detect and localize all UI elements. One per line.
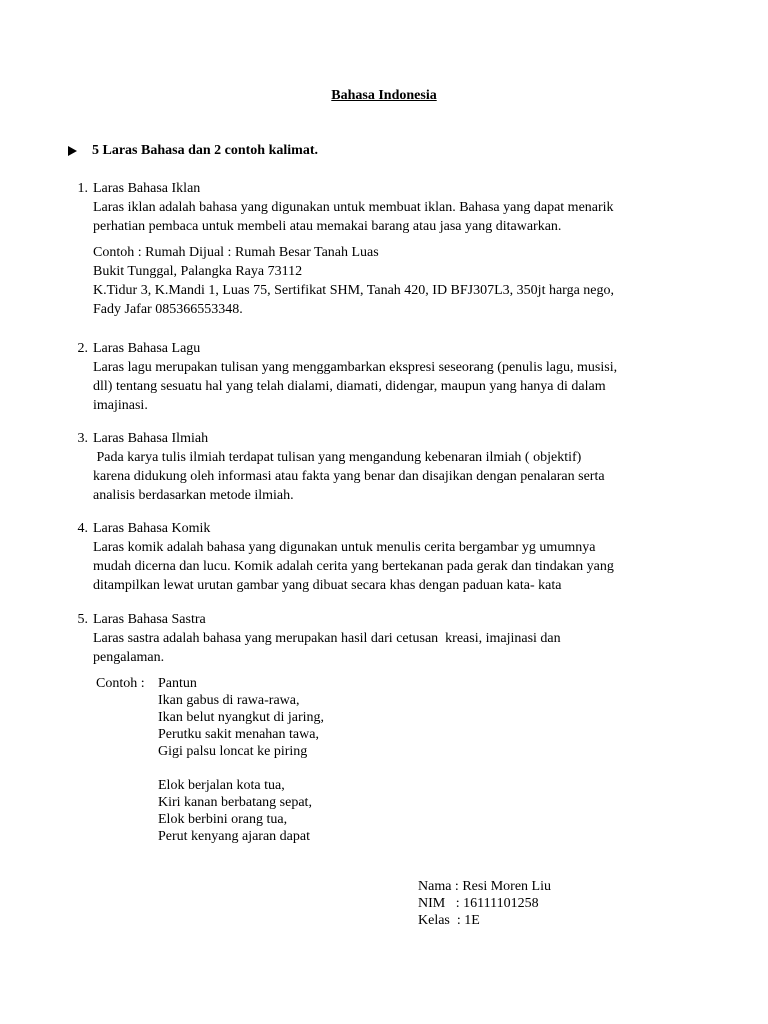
section-example [93, 243, 688, 319]
poem-type: Pantun [158, 676, 197, 691]
section-line: Laras komik adalah bahasa yang digunakan untuk menulis cerita bergambar yg umumnya [93, 540, 596, 555]
section-5 [68, 610, 688, 667]
poem-label: Contoh : [96, 676, 145, 691]
section-line: imajinasi. [93, 398, 148, 413]
section-line: perhatian pembaca untuk membeli atau memakai barang atau jasa yang ditawarkan. [93, 219, 562, 234]
signature-name-label: Nama : [418, 879, 459, 894]
section-line: Laras iklan adalah bahasa yang digunakan untuk membuat iklan. Bahasa yang dapat menarik [93, 200, 614, 215]
poem-stanza-1 [158, 692, 324, 760]
section-number: 4. [77, 521, 88, 536]
main-heading-text: 5 Laras Bahasa dan 2 contoh kalimat. [92, 143, 318, 158]
section-number: 1. [77, 181, 88, 196]
section-line: analisis berdasarkan metode ilmiah. [93, 488, 294, 503]
signature-name-value: Resi Moren Liu [462, 879, 551, 894]
signature-name-row [418, 878, 551, 895]
signature-kelas-label: Kelas : [418, 913, 461, 928]
section-1 [68, 179, 688, 319]
signature-block [418, 878, 551, 929]
poem-line: Perut kenyang ajaran dapat [158, 829, 310, 844]
section-title: Laras Bahasa Komik [93, 521, 211, 536]
section-line: dll) tentang sesuatu hal yang telah dialami, diamati, didengar, maupun yang hanya di dalam [93, 379, 606, 394]
poem-line: Ikan gabus di rawa-rawa, [158, 693, 300, 708]
section-title: Laras Bahasa Iklan [93, 181, 201, 196]
section-number: 5. [77, 612, 88, 627]
main-heading [68, 143, 318, 159]
poem-example [96, 675, 324, 845]
section-line: pengalaman. [93, 650, 165, 665]
signature-nim-row [418, 895, 551, 912]
arrow-bullet-icon [68, 146, 77, 156]
section-line: mudah dicerna dan lucu. Komik adalah cerita yang bertekanan pada gerak dan tindakan yang [93, 559, 614, 574]
example-line: K.Tidur 3, K.Mandi 1, Luas 75, Sertifikat SHM, Tanah 420, ID BFJ307L3, 350jt harga nego, [93, 283, 615, 298]
section-title: Laras Bahasa Lagu [93, 341, 201, 356]
section-number: 2. [77, 341, 88, 356]
section-line: ditampilkan lewat urutan gambar yang dibuat secara khas dengan paduan kata- kata [93, 578, 562, 593]
poem-line: Elok berjalan kota tua, [158, 778, 285, 793]
example-line: Bukit Tunggal, Palangka Raya 73112 [93, 264, 303, 279]
example-line: Fady Jafar 085366553348. [93, 302, 243, 317]
example-line: Contoh : Rumah Dijual : Rumah Besar Tanah Luas [93, 245, 379, 260]
section-3 [68, 429, 688, 505]
signature-kelas-value: 1E [464, 913, 480, 928]
section-line: Pada karya tulis ilmiah terdapat tulisan yang mengandung kebenaran ilmiah ( objektif) [93, 450, 582, 465]
poem-line: Perutku sakit menahan tawa, [158, 727, 319, 742]
section-title: Laras Bahasa Ilmiah [93, 431, 209, 446]
poem-line: Elok berbini orang tua, [158, 812, 288, 827]
signature-kelas-row [418, 912, 551, 929]
section-line: Laras lagu merupakan tulisan yang menggambarkan ekspresi seseorang (penulis lagu, musisi, [93, 360, 618, 375]
document-title: Bahasa Indonesia [331, 88, 437, 103]
signature-nim-value: 16111101258 [463, 896, 539, 911]
poem-line: Kiri kanan berbatang sepat, [158, 795, 312, 810]
section-line: karena didukung oleh informasi atau fakta yang benar dan disajikan dengan penalaran serta [93, 469, 605, 484]
signature-nim-label: NIM : [418, 896, 460, 911]
section-line: Laras sastra adalah bahasa yang merupakan hasil dari cetusan kreasi, imajinasi dan [93, 631, 561, 646]
section-4 [68, 519, 688, 595]
poem-line: Gigi palsu loncat ke piring [158, 744, 308, 759]
poem-stanza-2 [158, 777, 324, 845]
section-2 [68, 339, 688, 415]
section-number: 3. [77, 431, 88, 446]
poem-line: Ikan belut nyangkut di jaring, [158, 710, 325, 725]
section-title: Laras Bahasa Sastra [93, 612, 206, 627]
